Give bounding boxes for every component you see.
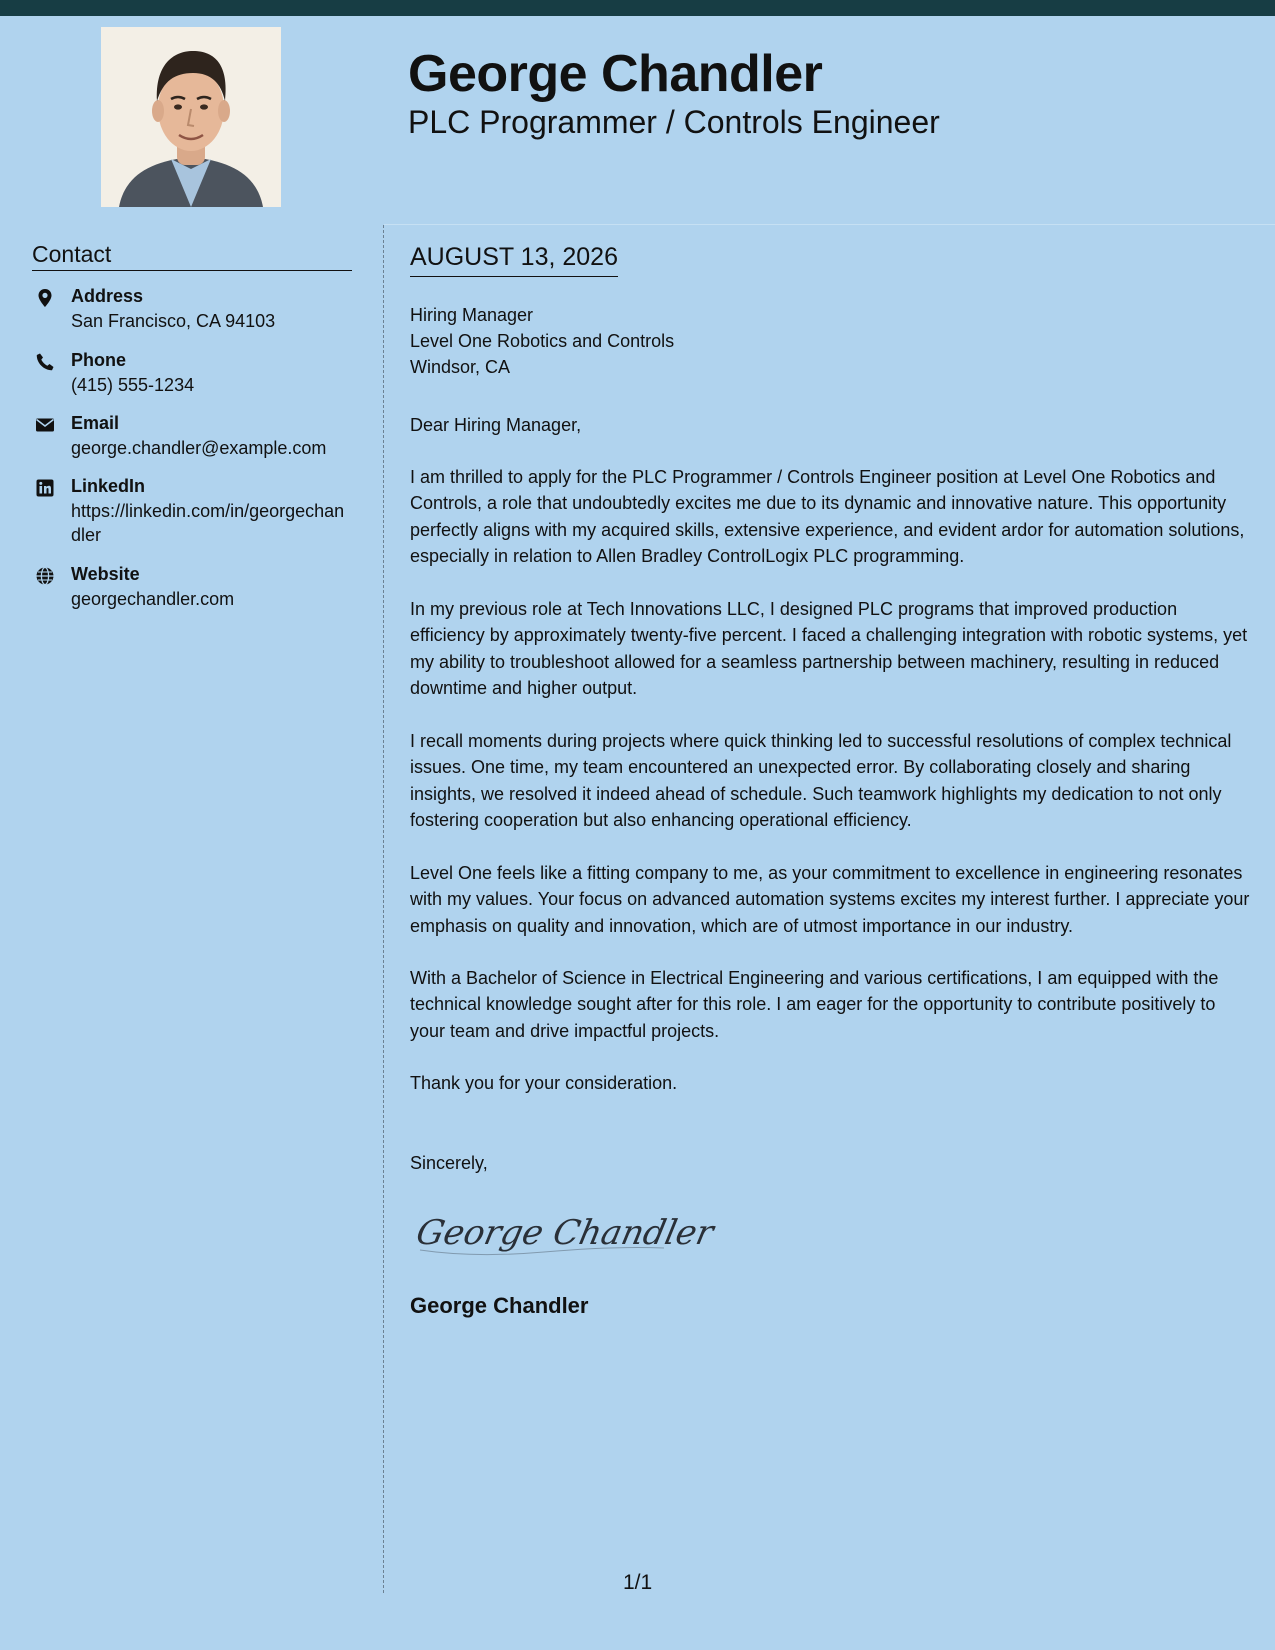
linkedin-label: LinkedIn <box>71 476 146 496</box>
phone-icon <box>35 352 55 372</box>
handwritten-signature <box>412 1200 717 1269</box>
recipient-line: Hiring Manager <box>410 305 534 325</box>
linkedin-value[interactable]: https://linkedin.com/in/georgechandler <box>71 501 345 545</box>
website-value[interactable]: georgechandler.com <box>71 589 235 609</box>
address-value: San Francisco, CA 94103 <box>71 311 276 331</box>
letter-date: AUGUST 13, 2026 <box>410 240 618 277</box>
address-label: Address <box>71 286 144 306</box>
phone-label: Phone <box>71 350 127 370</box>
job-title: PLC Programmer / Controls Engineer <box>408 104 940 140</box>
salutation: Dear Hiring Manager, <box>410 415 582 435</box>
header-divider <box>384 224 1275 225</box>
recipient-line: Windsor, CA <box>410 357 511 377</box>
closing: Sincerely, <box>410 1153 488 1173</box>
website-label: Website <box>71 564 140 584</box>
email-label: Email <box>71 413 120 433</box>
column-divider <box>383 225 384 1593</box>
svg-text:George Chandler: George Chandler <box>412 1213 717 1253</box>
body-paragraph: I recall moments during projects where quick thinking led to successful resolutions of complex technical issues. One time, my team encountered an unexpected error. By collaborating closely and sharing insights, we resolved it indeed ahead of schedule. Such teamwork highlights my dedication to not only fostering cooperation but also enhancing operational efficiency. <box>410 731 1232 830</box>
applicant-name: George Chandler <box>408 45 823 103</box>
phone-value: (415) 555-1234 <box>71 375 195 395</box>
linkedin-icon <box>35 478 55 498</box>
body-paragraph: In my previous role at Tech Innovations LLC, I designed PLC programs that improved production efficiency by approximately twenty-five percent. I faced a challenging integration with robotic systems, yet my ability to troubleshoot allowed for a seamless partnership between machinery, resulting in reduced downtime and higher output. <box>410 599 1248 698</box>
body-paragraph: With a Bachelor of Science in Electrical Engineering and various certifications, I am equipped with the technical knowledge sought after for this role. I am eager for the opportunity to contribute positively to your team and drive impactful projects. <box>410 968 1219 1041</box>
top-accent-bar <box>0 0 1275 16</box>
signer-name: George Chandler <box>410 1293 589 1318</box>
body-paragraph: Thank you for your consideration. <box>410 1073 678 1093</box>
recipient-block <box>410 302 674 380</box>
body-paragraph: Level One feels like a fitting company to me, as your commitment to excellence in engineering resonates with my values. Your focus on advanced automation systems excites my interest further. I appreciate your emphasis on quality and innovation, which are of utmost importance in our industry. <box>410 863 1250 936</box>
email-value[interactable]: george.chandler@example.com <box>71 438 327 458</box>
globe-icon <box>35 566 55 586</box>
recipient-line: Level One Robotics and Controls <box>410 331 675 351</box>
page-number: 1/1 <box>623 1571 653 1594</box>
avatar <box>101 27 281 207</box>
contact-sidebar <box>32 240 352 609</box>
map-pin-icon <box>35 288 55 308</box>
profile-photo <box>101 27 281 207</box>
contact-heading: Contact <box>32 240 352 271</box>
body-paragraph: I am thrilled to apply for the PLC Programmer / Controls Engineer position at Level One Robotics and Controls, a role that undoubtedly excites me due to its dynamic and innovative nature. This opportunity perfectly aligns with my acquired skills, extensive experience, and evident ardor for automation solutions, especially in relation to Allen Bradley ControlLogix PLC programming. <box>410 467 1245 566</box>
envelope-icon <box>35 415 55 435</box>
letter-body <box>410 240 1250 1318</box>
